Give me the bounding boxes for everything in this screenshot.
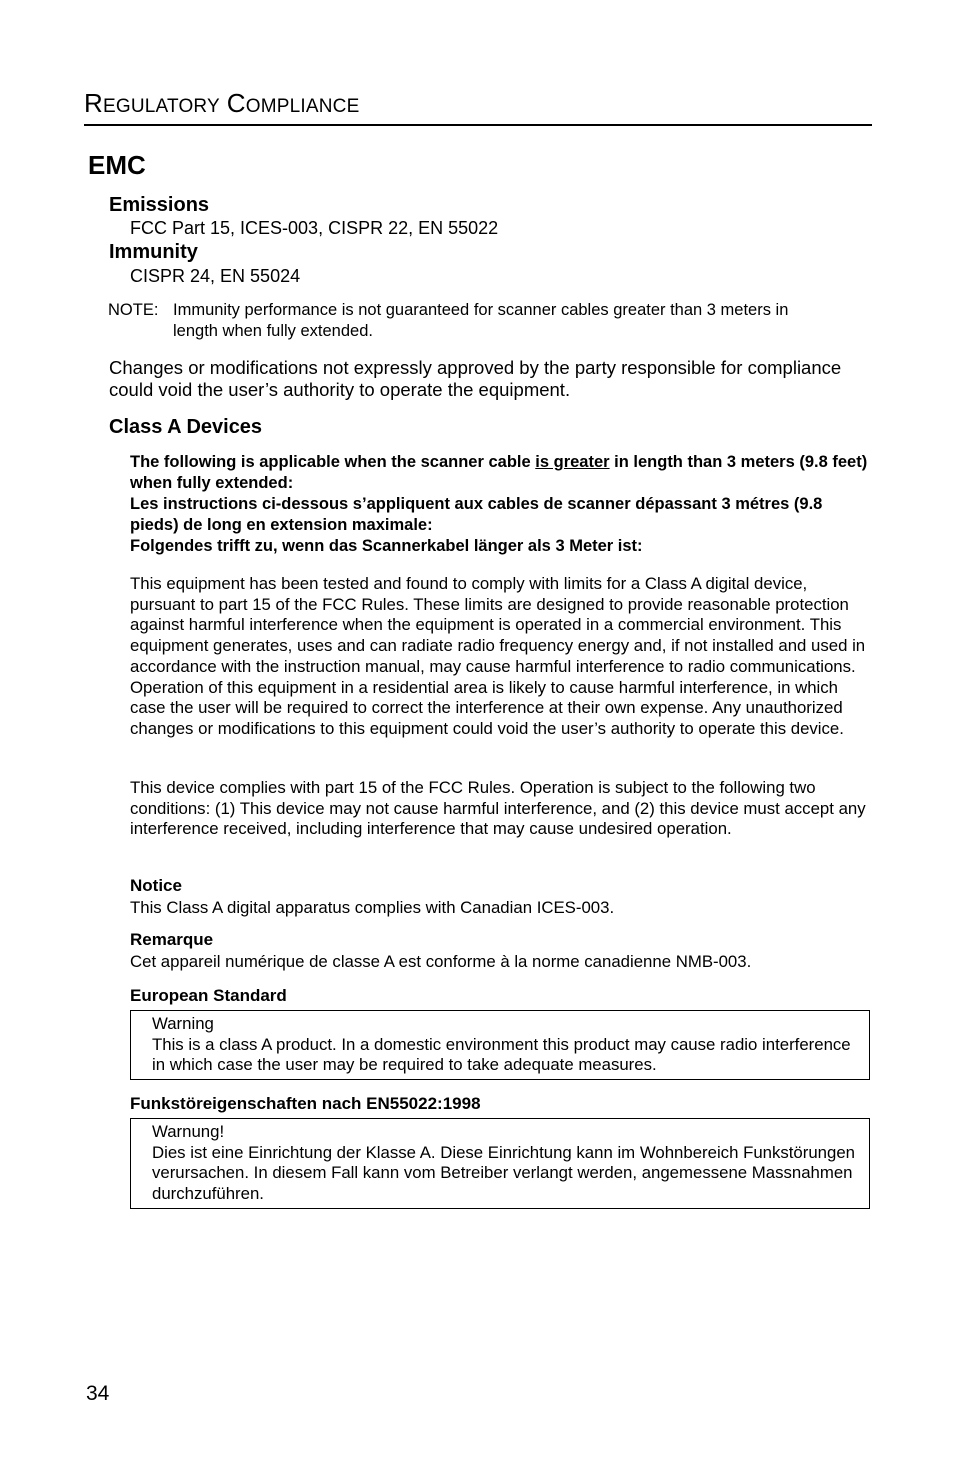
header-word-egulatory: EGULATORY	[102, 96, 220, 117]
funk-warning-box	[130, 1118, 870, 1209]
emissions-heading: Emissions	[109, 194, 210, 216]
note-label: NOTE:	[108, 301, 159, 319]
remarque-heading: Remarque	[130, 930, 214, 949]
page-header	[84, 88, 872, 126]
immunity-text: CISPR 24, EN 55024	[130, 266, 301, 286]
remarque-text: Cet appareil numérique de classe A est conforme à la norme canadienne NMB-003.	[130, 952, 752, 971]
immunity-heading: Immunity	[109, 241, 198, 263]
european-warning-box	[130, 1010, 870, 1080]
emissions-text: FCC Part 15, ICES-003, CISPR 22, EN 55022	[130, 218, 499, 238]
applicability-english-pre: The following is applicable when the scanner cable	[130, 453, 536, 471]
note-line-2: length when fully extended.	[173, 322, 373, 340]
page-header-title	[84, 88, 872, 122]
header-initial-r: R	[84, 88, 103, 118]
funk-warning-text: Dies ist eine Einrichtung der Klasse A. Diese Einrichtung kann im Wohnbereich Funkstörungen verursachen. In diesem Fall kann vom Betreiber verlangt werden, angemessene Massnahmen durchzuführen.	[152, 1142, 856, 1204]
class-a-applicability	[130, 452, 870, 557]
applicability-english-post: in length than 3 meters (9.8 feet) when fully extended:	[130, 453, 868, 492]
european-warning-title: Warning	[152, 1014, 214, 1033]
changes-paragraph: Changes or modifications not expressly approved by the party responsible for compliance could void the user’s authority to operate the equipment.	[109, 357, 842, 400]
funk-heading: Funkstöreigenschaften nach EN55022:1998	[130, 1094, 481, 1113]
section-title: EMC	[88, 150, 146, 180]
european-standard-heading: European Standard	[130, 986, 287, 1005]
note-block	[108, 300, 868, 342]
header-word-ompliance: OMPLIANCE	[245, 96, 360, 117]
fcc-paragraph-2: This device complies with part 15 of the FCC Rules. Operation is subject to the following two conditions: (1) This device may not cause harmful interference, and (2) this device must accept any interference received, including interference that may cause undesired operation.	[130, 778, 866, 839]
applicability-english-underlined: is greater	[535, 453, 610, 471]
applicability-english	[130, 452, 870, 494]
class-a-heading: Class A Devices	[109, 416, 263, 438]
european-warning-text: This is a class A product. In a domestic environment this product may cause radio interference in which case the user may be required to take adequate measures.	[152, 1034, 851, 1075]
note-line-1: Immunity performance is not guaranteed for scanner cables greater than 3 meters in	[173, 301, 789, 319]
fcc-paragraph-1: This equipment has been tested and found to comply with limits for a Class A digital device, pursuant to part 15 of the FCC Rules. These limits are designed to provide reasonable protection against harmful interference when the equipment is operated in a commercial environment. This equipment generates, uses and can radiate radio frequency energy and, if not installed and used in accordance with the instruction manual, may cause harmful interference to radio communications. Operation of this equipment in a residential area is likely to cause harmful interference, in which case the user will be required to correct the interference at their own expense. Any unauthorized changes or modifications to this equipment could void the user’s authority to operate this device.	[130, 574, 866, 738]
funk-warning-title: Warnung!	[152, 1122, 225, 1141]
notice-heading: Notice	[130, 876, 182, 895]
applicability-german: Folgendes trifft zu, wenn das Scannerkabel länger als 3 Meter ist:	[130, 537, 643, 555]
page-number: 34	[86, 1382, 110, 1405]
header-initial-c: C	[226, 88, 246, 118]
applicability-french: Les instructions ci-dessous s’appliquent aux cables de scanner dépassant 3 métres (9.8 pieds) de long en extension maximale:	[130, 495, 823, 534]
notice-text: This Class A digital apparatus complies with Canadian ICES-003.	[130, 898, 615, 917]
